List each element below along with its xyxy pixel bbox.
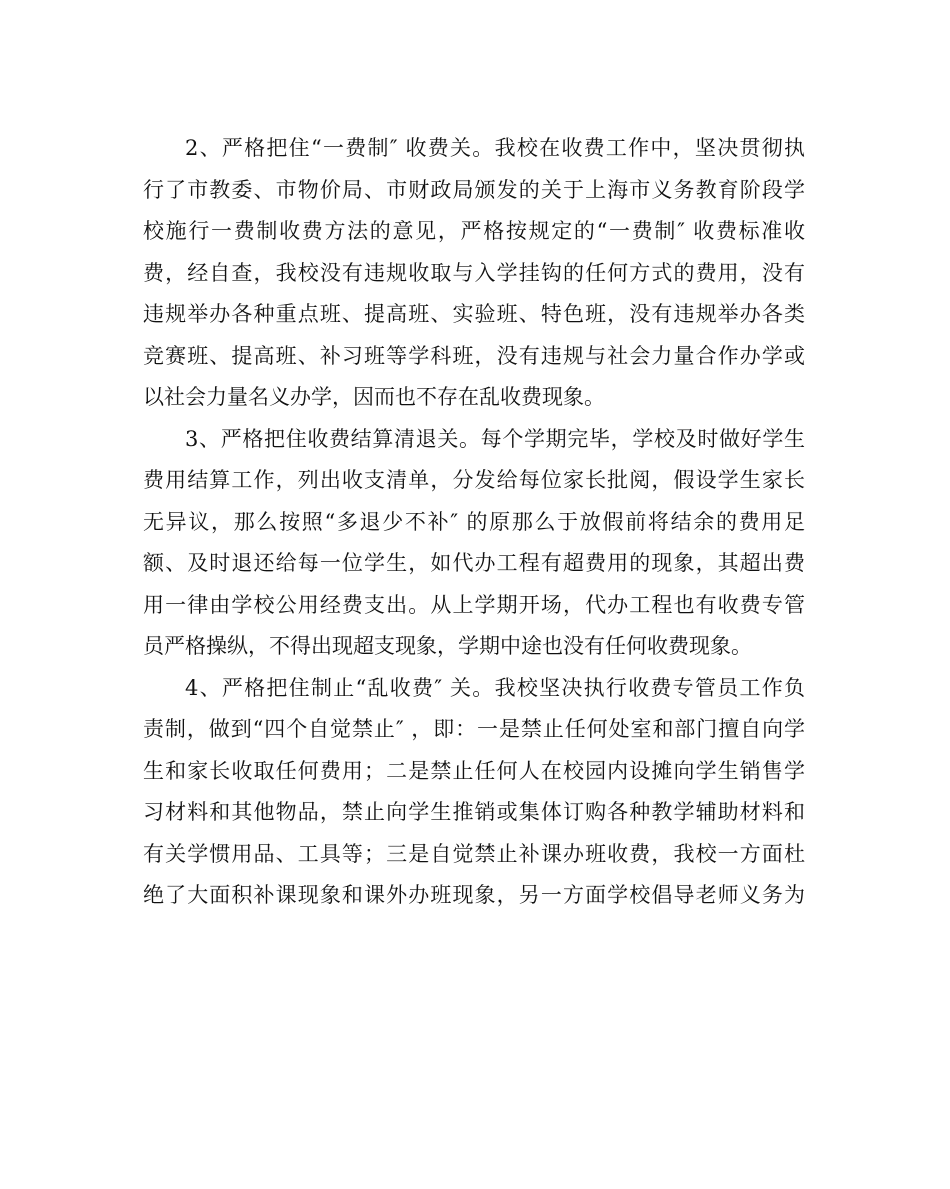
paragraph-line: 额、及时退还给每一位学生，如代办工程有超费用的现象，其超出费 [143,551,805,575]
paragraph-4-prohibition [143,668,805,917]
paragraph-line: 费，经自查，我校没有违规收取与入学挂钩的任何方式的费用，没有 [143,260,805,285]
paragraph-line: 无异议，那么按照“多退少不补″ 的原那么于放假前将结余的费用足 [143,509,805,534]
paragraph-2-fee-system [143,128,805,419]
paragraph-line: 习材料和其他物品，禁止向学生推销或集体订购各种教学辅助材料和 [143,800,805,824]
paragraph-line: 校施行一费制收费方法的意见，严格按规定的“一费制″ 收费标准收 [143,219,805,243]
paragraph-line: 用一律由学校公用经费支出。从上学期开场，代办工程也有收费专管 [143,592,805,617]
paragraph-line: 违规举办各种重点班、提高班、实验班、特色班，没有违规举办各类 [143,302,805,326]
document-body [143,128,805,917]
paragraph-line: 有关学惯用品、工具等；三是自觉禁止补课办班收费，我校一方面杜 [143,841,805,866]
paragraph-line: 员严格操纵，不得出现超支现象，学期中途也没有任何收费现象。 [143,634,752,658]
paragraph-line: 竞赛班、提高班、补习班等学科班，没有违规与社会力量合作办学或 [143,343,805,368]
paragraph-line: 绝了大面积补课现象和课外办班现象，另一方面学校倡导老师义务为 [143,883,805,907]
paragraph-line: 2、严格把住“一费制″ 收费关。我校在收费工作中，坚决贯彻执 [185,136,805,160]
paragraph-line: 行了市教委、市物价局、市财政局颁发的关于上海市义务教育阶段学 [143,177,805,202]
paragraph-line: 3、严格把住收费结算清退关。每个学期完毕，学校及时做好学生 [185,426,805,451]
paragraph-line: 生和家长收取任何费用；二是禁止任何人在校园内设摊向学生销售学 [143,758,805,783]
paragraph-line: 以社会力量名义办学，因而也不存在乱收费现象。 [143,385,605,409]
paragraph-line: 4、严格把住制止“乱收费″ 关。我校坚决执行收费专管员工作负 [185,675,805,700]
paragraph-line: 责制，做到“四个自觉禁止″ ，即：一是禁止任何处室和部门擅自向学 [143,717,805,741]
paragraph-line: 费用结算工作，列出收支清单，分发给每位家长批阅，假设学生家长 [143,468,805,492]
paragraph-3-settlement [143,419,805,668]
